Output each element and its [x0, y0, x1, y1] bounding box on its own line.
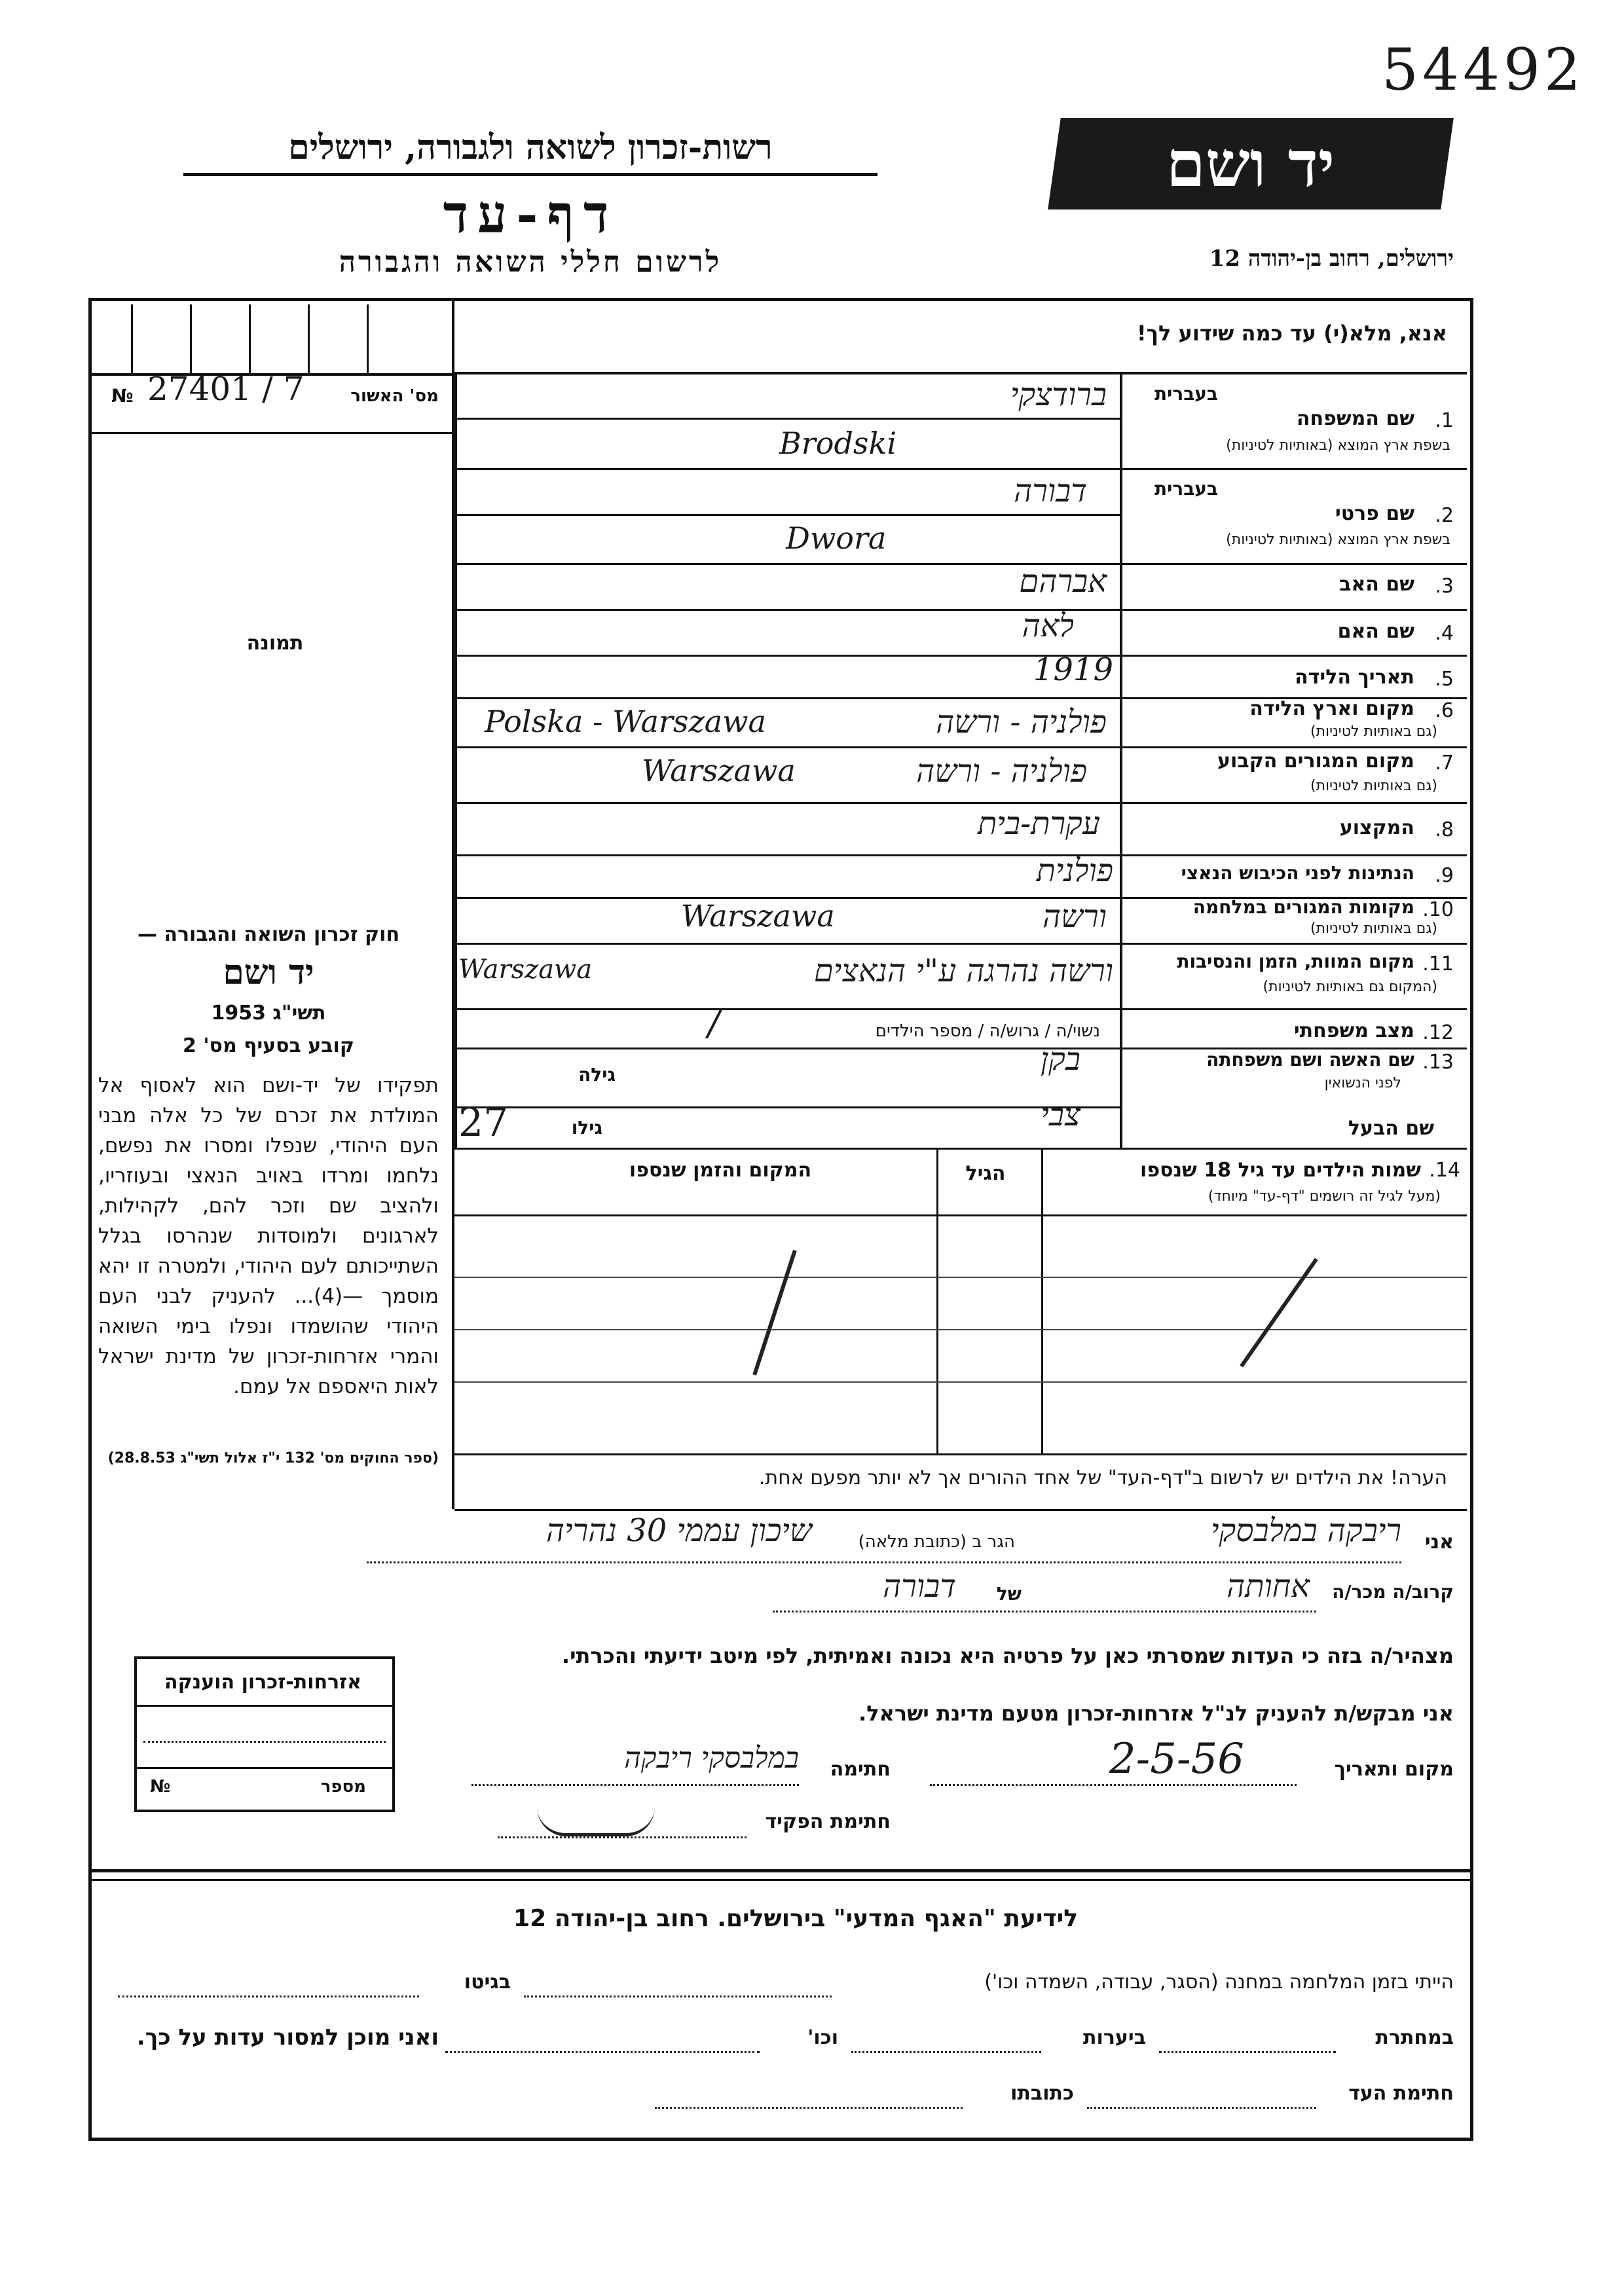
field-2-lang-he: בעברית — [1154, 478, 1218, 500]
field-13-label: שם האשה ושם משפחתה — [1206, 1049, 1414, 1070]
decl-signature: במלבסקי ריבקה — [624, 1741, 799, 1775]
decl-relation: אחותה — [1227, 1568, 1310, 1605]
field-4-value-he: לאה — [1022, 608, 1074, 644]
field-10-num: 10. — [1422, 898, 1454, 921]
husband-age-label: גילו — [571, 1117, 602, 1139]
bottom-line1-b: בגיטו — [464, 1971, 511, 1994]
field-5-num: 5. — [1435, 668, 1454, 691]
decl-date: 2-5-56 — [1109, 1735, 1244, 1783]
field-7-note: (גם באותיות לטיניות) — [1310, 778, 1437, 794]
field-10-value-latin: Warszawa — [681, 898, 835, 934]
bottom-title: לידיעת "האגף המדעי" בירושלים. רחוב בן-יהודה 12 — [513, 1905, 1078, 1932]
husband-value: צבי — [1041, 1097, 1080, 1133]
field-8-value-he: עקרת-בית — [978, 805, 1100, 842]
field-1-value-latin: Brodski — [779, 426, 897, 461]
photo-label: תמונה — [246, 632, 304, 655]
field-10-value-he: ורשה — [1043, 898, 1107, 935]
citizenship-box-prefix: № — [150, 1777, 171, 1796]
authority-title: רשות-זכרון לשואה ולגבורה, ירושלים — [183, 128, 877, 176]
children-label: שמות הילדים עד גיל 18 שנספו — [1140, 1159, 1421, 1182]
field-12-options: נשוי/ה / גרוש/ה / מספר הילדים — [875, 1021, 1100, 1041]
header-address: ירושלים, רחוב בן-יהודה 12 — [1209, 246, 1454, 272]
field-1-value-he: ברודצקי — [1010, 376, 1107, 413]
decl-statement: מצהיר/ה בזה כי העדות שמסרתי כאן על פרטיה היא נכונה ואמיתית, לפי מיטב ידיעתי והכרתי. — [561, 1643, 1454, 1668]
field-1-lang-he: בעברית — [1154, 383, 1218, 405]
children-col-age: הגיל — [965, 1162, 1006, 1185]
bottom-line2-d: ואני מוכן למסור עדות על כך. — [136, 2024, 439, 2050]
decl-officer-label: חתימת הפקיד — [765, 1810, 891, 1833]
field-7-value-latin: Warszawa — [642, 753, 796, 788]
children-num: 14. — [1429, 1159, 1460, 1182]
field-12-num: 12. — [1422, 1021, 1454, 1044]
field-2-value-he: דבורה — [1014, 473, 1087, 509]
archive-number: 54492 — [1382, 36, 1585, 103]
bottom-line3-b: כתובתו — [1010, 2082, 1074, 2105]
field-3-num: 3. — [1435, 575, 1454, 598]
bottom-line1-a: הייתי בזמן המלחמה במחנה (הסגר, עבודה, השמדה וכו') — [984, 1971, 1454, 1994]
husband-age: 27 — [458, 1100, 509, 1146]
approval-number: 27401 / 7 — [147, 370, 304, 408]
approval-prefix: № — [111, 385, 134, 407]
field-8-label: המקצוע — [1339, 816, 1414, 839]
field-11-value-latin: Warszawa — [458, 955, 593, 985]
form-subtitle: לרשום חללי השואה והגבורה — [339, 246, 722, 279]
field-1-num: 1. — [1435, 409, 1454, 432]
law-year: תשי"ג 1953 — [211, 1002, 326, 1025]
children-col-place: המקום והזמן שנספו — [629, 1159, 812, 1182]
law-ref: (ספר החוקים מס' 132 י"ז אלול תשי"ג 28.8.53) — [107, 1450, 439, 1467]
field-13-num: 13. — [1422, 1051, 1454, 1074]
law-text: תפקידו של יד-ושם הוא לאסוף אל המולדת את זכרם של כל אלה מבני העם היהודי, שנפלו ומסרו את נפשם, נלחמו ומרדו באויב הנאצי ובעוזריו, ולהציב שם וזכר להם, לקהילות, לארגונים ולמוסדות שנהרסו בגלל השתייכותם לעם היהודי, ולמטרה זו יהא מוסמך —(4)... להעניק לבני העם היהודי שהושמדו ונפלו בימי השואה והמרי אזרחות-זכרון של מדינת ישראל לאות היאספם אל עמם. — [98, 1074, 439, 1398]
field-3-label: שם האב — [1339, 573, 1414, 596]
field-3-value-he: אברהם — [1019, 563, 1107, 600]
law-name: יד ושם — [223, 953, 314, 993]
approval-stubs — [92, 304, 452, 373]
field-1-label: שם המשפחה — [1296, 407, 1414, 430]
children-sub: (מעל לגיל זה רושמים "דף-עד" מיוחד) — [1208, 1188, 1441, 1205]
citizenship-box — [134, 1656, 395, 1812]
yad-vashem-logo — [1048, 118, 1454, 210]
decl-address: שיכון עממי 30 נהריה — [545, 1512, 812, 1549]
decl-relative-label: קרוב/ה מכר/ה — [1332, 1581, 1454, 1603]
field-5-label: תאריך הלידה — [1295, 666, 1414, 689]
field-11-num: 11. — [1422, 953, 1454, 975]
instruction: אנא, מלא(י) עד כמה שידוע לך! — [1136, 321, 1447, 346]
decl-request: אני מבקש/ת להעניק לנ"ל אזרחות-זכרון מטעם מדינת ישראל. — [858, 1701, 1454, 1726]
decl-resident-label: הגר ב (כתובת מלאה) — [858, 1532, 1015, 1552]
field-11-note: (המקום גם באותיות לטיניות) — [1263, 979, 1437, 995]
field-13-value: בקן — [1040, 1041, 1080, 1078]
approval-label: מס' האשור — [350, 386, 439, 406]
field-9-label: הנתינות לפני הכיבוש הנאצי — [1181, 862, 1414, 884]
field-2-lang-orig: בשפת ארץ המוצא (באותיות לטיניות) — [1226, 532, 1450, 548]
bottom-line2-a: במחתרת — [1375, 2026, 1454, 2049]
field-8-num: 8. — [1435, 818, 1454, 841]
field-2-value-latin: Dwora — [786, 520, 887, 556]
field-13-sub: לפני הנשואין — [1324, 1075, 1401, 1091]
bottom-line3-a: חתימת העד — [1348, 2082, 1454, 2105]
field-10-label: מקומות המגורים במלחמה — [1192, 896, 1414, 918]
field-6-value-he: פולניה - ורשה — [936, 704, 1107, 740]
field-7-num: 7. — [1435, 752, 1454, 774]
law-title: חוק זכרון השואה והגבורה — — [137, 923, 400, 946]
field-6-note: (גם באותיות לטיניות) — [1310, 723, 1437, 740]
field-1-lang-orig: בשפת ארץ המוצא (באותיות לטיניות) — [1226, 437, 1450, 454]
field-4-label: שם האם — [1337, 620, 1414, 643]
logo-text: יד ושם — [1166, 126, 1335, 201]
officer-signature-mark — [537, 1807, 655, 1836]
law-clause: קובע בסעיף מס' 2 — [183, 1034, 354, 1057]
decl-of-name: דבורה — [883, 1568, 956, 1605]
field-9-value-he: פולנית — [1036, 852, 1113, 889]
field-2-num: 2. — [1435, 504, 1454, 527]
form-title: דף-עד — [443, 183, 618, 245]
decl-i-label: אני — [1424, 1531, 1454, 1554]
decl-signature-label: חתימה — [830, 1758, 891, 1781]
field-7-value-he: פולניה - ורשה — [916, 753, 1087, 790]
husband-label: שם הבעל — [1348, 1117, 1434, 1140]
field-6-num: 6. — [1435, 699, 1454, 722]
field-12-value: / — [708, 1002, 720, 1044]
field-4-num: 4. — [1435, 622, 1454, 645]
field-12-label: מצב משפחתי — [1293, 1019, 1414, 1042]
field-6-label: מקום וארץ הלידה — [1249, 697, 1414, 720]
note: הערה! את הילדים יש לרשום ב"דף-העד" של אחד ההורים אך לא יותר מפעם אחת. — [758, 1467, 1447, 1489]
decl-of-label: של — [996, 1583, 1022, 1605]
field-6-value-latin: Polska - Warszawa — [485, 704, 766, 739]
field-10-note: (גם באותיות לטיניות) — [1310, 920, 1437, 937]
field-7-label: מקום המגורים הקבוע — [1217, 750, 1414, 773]
field-2-label: שם פרטי — [1335, 502, 1414, 525]
field-9-num: 9. — [1435, 864, 1454, 887]
field-5-value-he: 1919 — [1033, 651, 1113, 688]
decl-place-date-label: מקום ותאריך — [1334, 1758, 1454, 1781]
citizenship-box-title: אזרחות-זכרון הוענקה — [164, 1671, 362, 1694]
bottom-line2-c: וכו' — [807, 2026, 838, 2049]
bottom-line2-b: ביערות — [1083, 2026, 1146, 2049]
field-11-value-he: ורשה נהרגה ע"י הנאצים — [813, 953, 1113, 989]
citizenship-box-number-label: מספר — [320, 1777, 366, 1796]
decl-name: ריבקה במלבסקי — [1210, 1512, 1401, 1549]
maiden-age-label: גילה — [578, 1064, 616, 1085]
field-11-label: מקום המוות, הזמן והנסיבות — [1177, 951, 1414, 972]
